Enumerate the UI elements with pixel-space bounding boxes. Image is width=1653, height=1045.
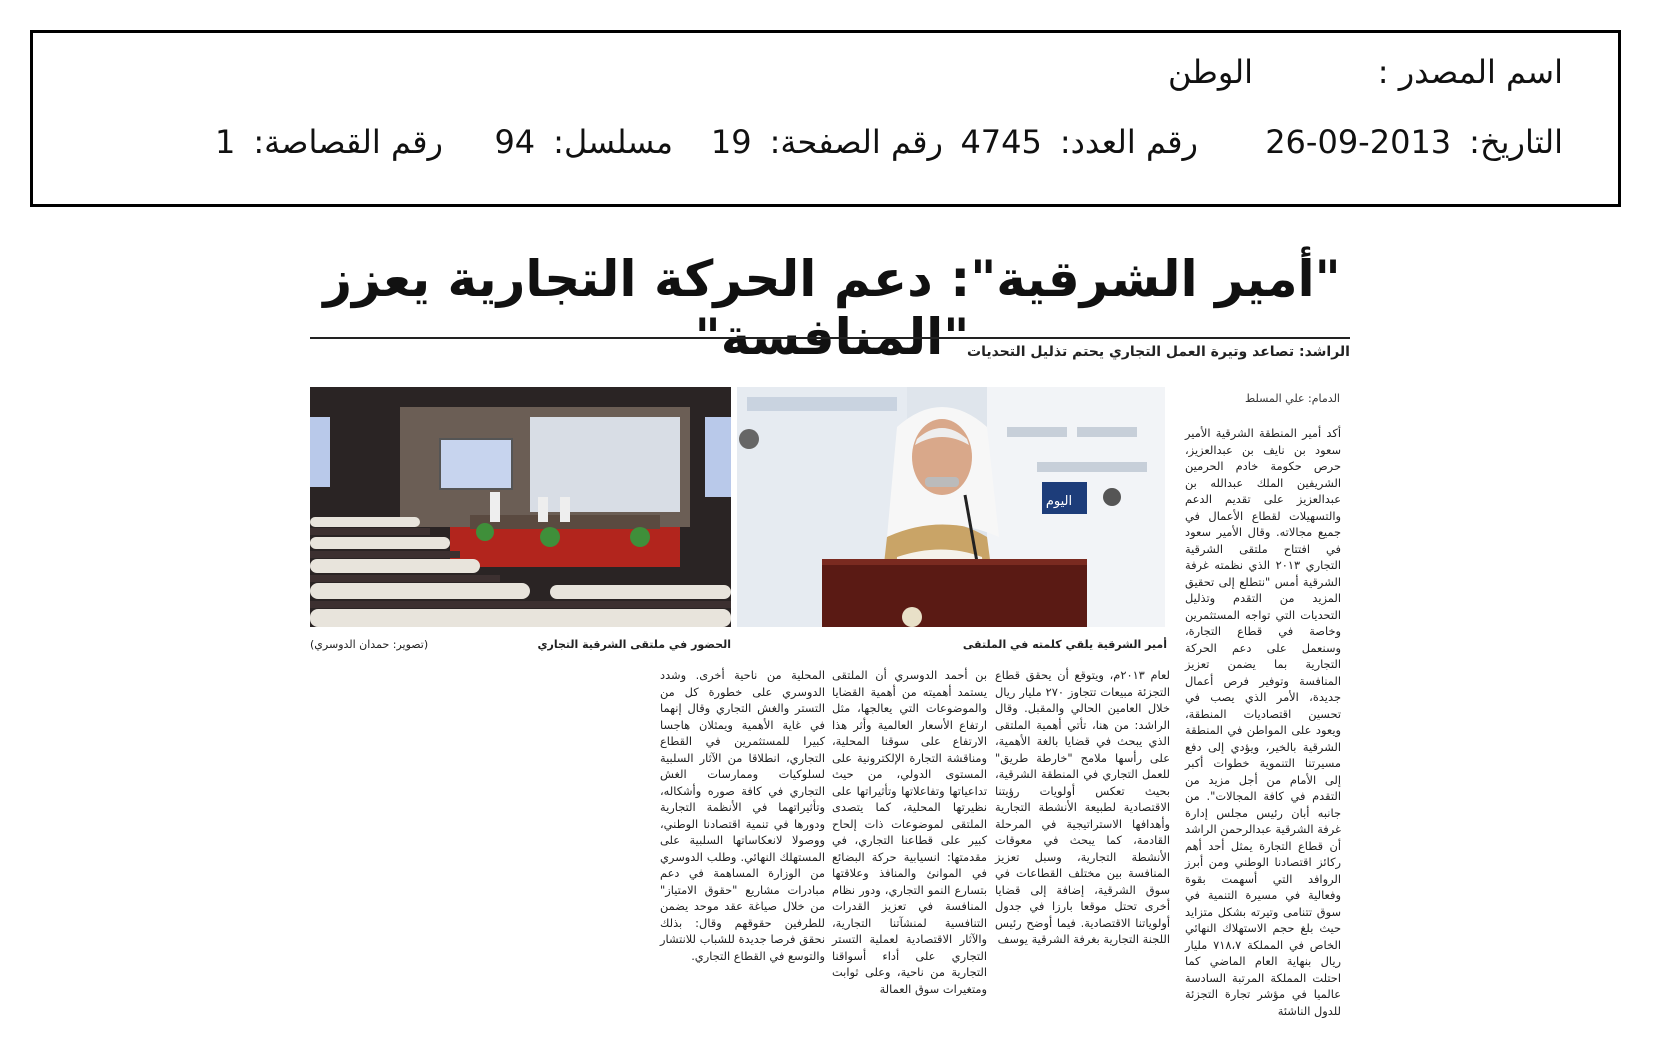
date-value: 2013-09-26 (1265, 123, 1452, 161)
photo-credit: (تصوير: حمدان الدوسري) (310, 638, 429, 651)
photo-prince-speaking (737, 387, 1165, 627)
source-label: اسم المصدر : (1377, 53, 1563, 91)
clip-value: 1 (214, 123, 236, 161)
article-subheadline: الراشد: تصاعد وتيرة العمل التجاري يحتم تذليل التحديات (967, 344, 1350, 360)
issue-field (960, 123, 1198, 161)
page-field (711, 123, 943, 161)
date-label: التاريخ: (1469, 123, 1563, 161)
page-label: رقم الصفحة: (769, 123, 943, 161)
hall-photo-illustration (310, 387, 731, 627)
clip-label: رقم القصاصة: (253, 123, 443, 161)
caption-prince: أمير الشرقية يلقي كلمته في الملتقى (962, 638, 1167, 651)
podium-logo-text: اليوم (1045, 494, 1073, 509)
issue-label: رقم العدد: (1059, 123, 1198, 161)
article-column-1: أكد أمير المنطقة الشرقية الأمير سعود بن نايف بن عبدالعزيز، حرص حكومة خادم الحرمين الشريفين الملك عبدالله بن عبدالعزيز على تقديم الدعم والتسهيلات لقطاع الأعمال في جميع مجالاته. وقال الأمير سعود في افتتاح ملتقى الشرقية التجاري ٢٠١٣ الذي نظمته غرفة الشرقية أمس "نتطلع إلى تحقيق المزيد من التقدم وتذليل التحديات التي تواجه المستثمرين وخاصة في قطاع التجارة، وسنعمل على دعم الحركة التجارية بما يضمن تعزيز المنافسة وتوفير فرص أعمال جديدة، الأمر الذي يصب في تحسين اقتصاديات المنطقة، ويعود على المواطن في المنطقة الشرقية بالخير، ويؤدي إلى دفع مسيرتنا التنموية خطوات أكبر إلى الأمام من أجل مزيد من التقدم في كافة المجالات". من جانبه أبان رئيس مجلس إدارة غرفة الشرقية عبدالرحمن الراشد أن قطاع التجارة يمثل أحد أهم ركائز اقتصادنا الوطني ومن أبرز الروافد التي أسهمت بقوة وفعالية في مسيرة التنمية في سوق تتنامى وتيرته بشكل متزايد حيث بلغ حجم الاستهلاك النهائي الخاص في المملكة ٧١٨،٧ مليار ريال بنهاية العام الماضي كما احتلت المملكة المرتبة السادسة عالميا في مؤشر تجارة التجزئة للدول الناشئة (1185, 426, 1341, 1018)
serial-value: 94 (494, 123, 536, 161)
photo-conference-hall (310, 387, 731, 627)
article-column-3: بن أحمد الدوسري أن الملتقى يستمد أهميته من أهمية القضايا والموضوعات التي يعالجها، مثل ارتفاع الأسعار العالمية وأثر هذا الارتفاع على سوقنا المحلية، ومناقشة التجارة الإلكترونية على المستوى الدولي، من حيث تداعياتها وتفاعلاتها وتأثيراتها على نظيرتها المحلية، كما يتصدى الملتقى لموضوعات ذات إلحاح كبير على قطاعنا التجاري، في مقدمتها: انسيابية حركة البضائع في الموانئ والمنافذ وعلاقتها بتسارع النمو التجاري، ودور نظام المنافسة في تعزيز القدرات التنافسية لمنشآتنا التجارية، والآثار الاقتصادية لعملية التستر التجاري على أداء أسواقنا التجارية من ناحية، وعلى ثوابت ومتغيرات سوق العمالة (832, 668, 987, 996)
article-byline: الدمام: علي المسلط (1245, 392, 1340, 405)
article-column-2: لعام ٢٠١٣م، ويتوقع أن يحقق قطاع التجزئة مبيعات تتجاوز ٢٧٠ مليار ريال خلال العامين الحالي والمقبل. وقال الراشد: من هنا، تأتي أهمية الملتقى الذي يبحث في قضايا بالغة الأهمية، على رأسها ملامح "خارطة طريق" للعمل التجاري في المنطقة الشرقية، بحيث تعكس أولويات رؤيتنا الاقتصادية لطبيعة الأنشطة التجارية وأهدافها الاستراتيجية في المرحلة القادمة، كما يبحث في معوقات الأنشطة التجارية، وسبل تعزيز المنافسة بين مختلف القطاعات في سوق الشرقية، إضافة إلى قضايا أخرى تحتل موقعا بارزا في جدول أولوياتنا الاقتصادية. فيما أوضح رئيس اللجنة التجارية بغرفة الشرقية يوسف (995, 668, 1170, 946)
date-field (1265, 123, 1563, 161)
article-headline: "أمير الشرقية": دعم الحركة التجارية يعزز "المنافسة" (323, 250, 1341, 366)
issue-value: 4745 (960, 123, 1042, 161)
clip-field (215, 123, 443, 161)
clipping-metadata-box (30, 30, 1621, 207)
article-column-4: المحلية من ناحية أخرى. وشدد الدوسري على خطورة كل من التستر والغش التجاري وقال إنهما في غاية الأهمية ويمثلان هاجسا كبيرا للمستثمرين في القطاع التجاري، انطلاقا من الآثار السلبية لسلوكيات وممارسات الغش التجاري في كافة صوره وأشكاله، وتأثيراتهما في الأنظمة التجارية ودورها في تنمية اقتصادنا الوطني، ووصولا لانعكاساتها السلبية على المستهلك النهائي. وطلب الدوسري من الوزارة المساهمة في دعم مبادرات مشاريع "حقوق الامتياز" من خلال صياغة عقد موحد يضمن للطرفين حقوقهم وقال: بذلك نحقق فرصا جديدة للشباب للانتشار والتوسع في القطاع التجاري. (660, 668, 825, 963)
headline-divider (310, 337, 1350, 339)
serial-label: مسلسل: (553, 123, 673, 161)
source-value: الوطن (1168, 53, 1253, 91)
caption-hall: الحضور في ملتقى الشرقية التجاري (537, 638, 731, 651)
page-value: 19 (710, 123, 752, 161)
prince-photo-illustration (737, 387, 1165, 627)
serial-field (494, 123, 673, 161)
details-row (83, 123, 1563, 168)
